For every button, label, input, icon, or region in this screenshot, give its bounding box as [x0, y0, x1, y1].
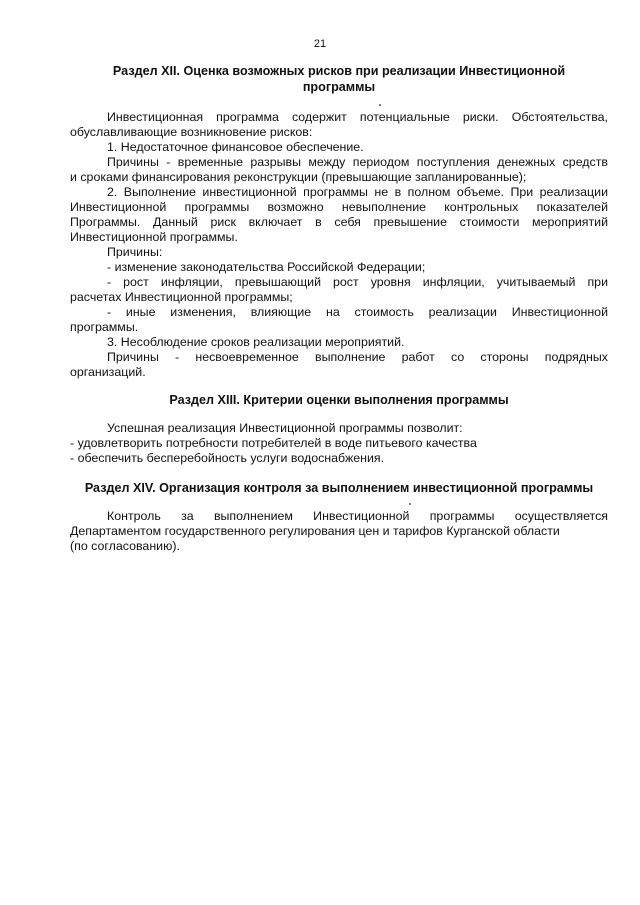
- s12-line-14: - иные изменения, влияющие на стоимость реализации Инвестиционной: [107, 305, 608, 319]
- s13-line-2: - удовлетворить потребности потребителей в воде питьевого качества: [70, 436, 477, 450]
- s14-line-1: Контроль за выполнением Инвестиционной программы осуществляется: [107, 509, 608, 523]
- page-number: 21: [313, 38, 327, 50]
- s14-line-2: Департаментом государственного регулирования цен и тарифов Курганской области: [70, 524, 560, 538]
- s14-line-3: (по согласованию).: [70, 539, 180, 553]
- s12-line-3: 1. Недостаточное финансовое обеспечение.: [107, 140, 364, 154]
- s13-line-1: Успешная реализация Инвестиционной программы позволит:: [107, 421, 463, 435]
- s12-line-4: Причины - временные разрывы между периодом поступления денежных средств: [107, 155, 608, 169]
- s12-line-13: расчетах Инвестиционной программы;: [70, 290, 293, 304]
- s13-line-3: - обеспечить бесперебойность услуги водоснабжения.: [70, 451, 385, 465]
- s12-line-10: Причины:: [107, 245, 163, 259]
- section-12-title-line-2: программы: [302, 80, 376, 94]
- s12-line-15: программы.: [70, 320, 139, 334]
- s12-line-11: - изменение законодательства Российской Федерации;: [107, 260, 426, 274]
- s12-line-2: обуславливающие возникновение рисков:: [70, 125, 313, 139]
- s12-line-7: Инвестиционной программы возможно невыполнение контрольных показателей: [70, 200, 608, 214]
- s12-line-6: 2. Выполнение инвестиционной программы не в полном объеме. При реализации: [107, 185, 608, 199]
- section-14-title: Раздел XIV. Организация контроля за выполнением инвестиционной программы: [84, 481, 594, 495]
- s12-line-1: Инвестиционная программа содержит потенциальные риски. Обстоятельства,: [107, 110, 608, 124]
- s12-line-16: 3. Несоблюдение сроков реализации мероприятий.: [107, 335, 405, 349]
- scan-speck: [409, 503, 411, 505]
- s12-line-17: Причины - несвоевременное выполнение работ со стороны подрядных: [107, 350, 608, 364]
- s12-line-8: Программы. Данный риск включает в себя превышение стоимости мероприятий: [70, 215, 608, 229]
- section-13-title: Раздел XIII. Критерии оценки выполнения программы: [169, 393, 509, 407]
- s12-line-9: Инвестиционной программы.: [70, 230, 238, 244]
- s12-line-5: и сроками финансирования реконструкции (превышающие запланированные);: [70, 170, 527, 184]
- s12-line-12: - рост инфляции, превышающий рост уровня инфляции, учитываемый при: [107, 275, 608, 289]
- s12-line-18: организаций.: [70, 365, 146, 379]
- section-12-title-line-1: Раздел XII. Оценка возможных рисков при реализации Инвестиционной: [112, 64, 566, 78]
- scan-speck: [379, 104, 381, 106]
